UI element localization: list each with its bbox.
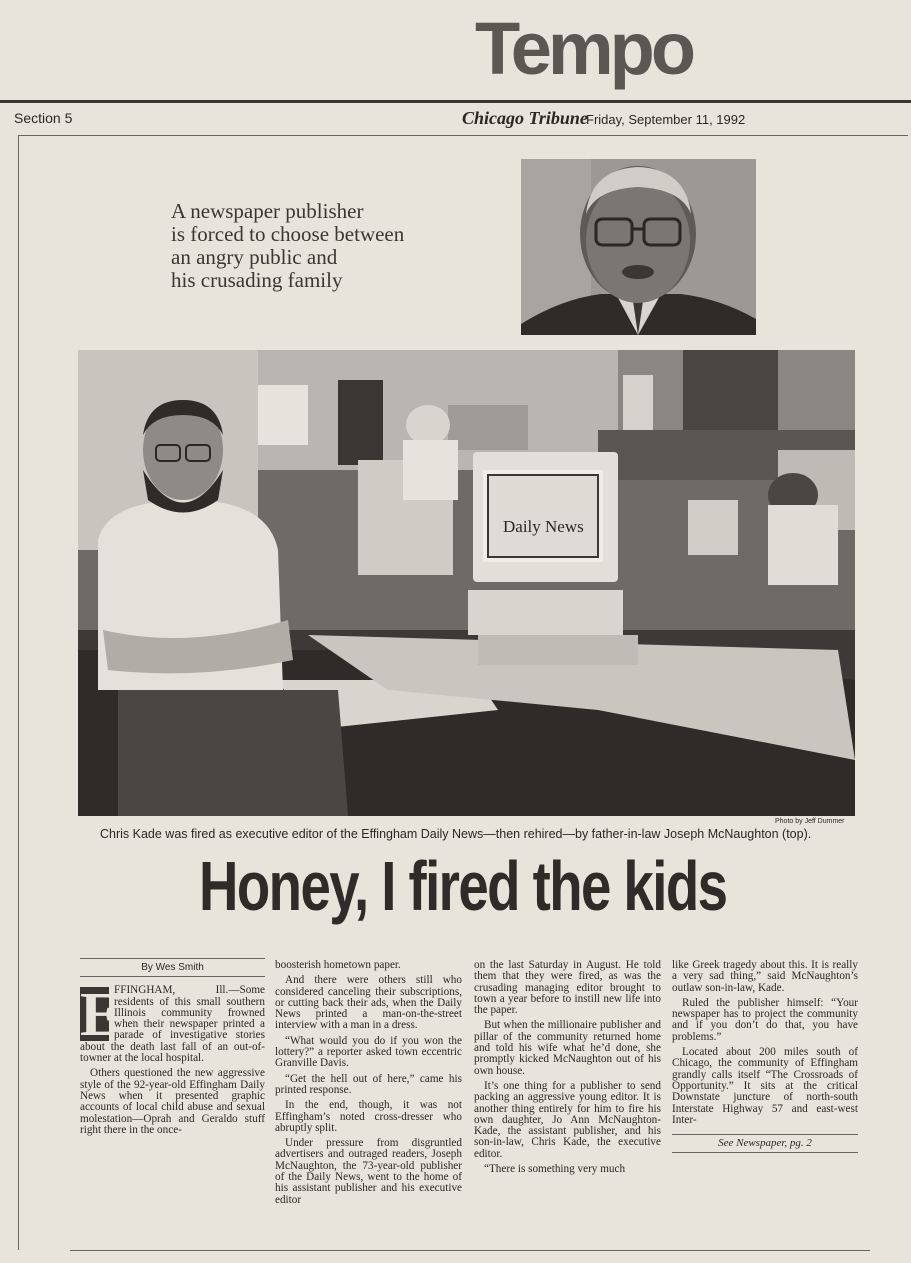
article-paragraph: And there were others still who considered canceling their subscriptions, or cutting back their ads, when the Daily News printed a man-on-the-street interview with a man in a dress. [275,974,462,1032]
bottom-rule [70,1250,870,1251]
deck-line: A newspaper publisher [171,199,364,223]
article-column-3 [474,960,661,1179]
headline: Honey, I fired the kids [199,847,727,925]
paper-date: Friday, September 11, 1992 [586,112,746,127]
masthead-rule [0,100,911,103]
article-paragraph: Located about 200 miles south of Chicago, the community of Effingham grandly calls itself “The Crossroads of Opportunity.” It sits at the critical Downstate juncture of north-south Interstate Highway 57 and east-west Inter- [672,1046,858,1126]
article-paragraph: like Greek tragedy about this. It is really a very sad thing,” said McNaughton’s outlaw son-in-law, Kade. [672,959,858,994]
deck-line: his crusading family [171,268,343,292]
article-paragraph: In the end, though, it was not Effingham’s noted cross-dresser who abruptly split. [275,1099,462,1134]
article-paragraph: Under pressure from disgruntled advertisers and outraged readers, Joseph McNaughton, the 73-year-old publisher of the Daily News, went to the home of his assistant publisher and his executive editor [275,1137,462,1206]
deck [171,200,501,292]
article-paragraph: Others questioned the new aggressive style of the 92-year-old Effingham Daily News when it presented graphic accounts of local child abuse and sexual molestation—Oprah and Geraldo stuff right there in the once- [80,1067,265,1136]
screen-text: Daily News [503,517,584,536]
article-column-4 [672,960,858,1153]
article-paragraph: “Get the hell out of here,” came his printed response. [275,1072,462,1096]
section-label: Section 5 [14,110,73,126]
portrait-illustration [521,159,756,335]
article-paragraph: “What would you do if you won the lottery?” a reporter asked town eccentric Granville Davis. [275,1034,462,1070]
byline: By Wes Smith [80,958,265,977]
continuation-link[interactable]: See Newspaper, pg. 2 [672,1134,858,1153]
deck-line: is forced to choose between [171,222,405,246]
article-column-2 [275,960,462,1210]
photo-caption: Chris Kade was fired as executive editor of the Effingham Daily News—then rehired—by father-in-law Joseph McNaughton (top). [100,827,812,841]
paper-name: Chicago Tribune [462,108,588,128]
masthead-title: Tempo [475,7,693,90]
article-paragraph: It’s one thing for a publisher to send packing an aggressive young editor. It is another thing entirely for him to fire his own daughter, Jo Ann McNaughton-Kade, the assistant publisher, and his son-in-law, Chris Kade, the executive editor. [474,1079,661,1160]
article-paragraph: on the last Saturday in August. He told them that they were fired, as was the crusading managing editor brought to town a year before to instill new life into the paper. [474,959,661,1017]
drop-cap: E [80,981,122,1050]
article-column-1 [80,958,265,1140]
article-paragraph: Ruled the publisher himself: “Your newspaper has to project the community and if you don’t do that, you have problems.” [672,996,858,1043]
article-paragraph: FFINGHAM, Ill.—Some residents of this small southern Illinois community frowned when their newspaper printed a parade of investigative stories about the death last fall of an out-of-towner at the local hospital. [80,984,265,1065]
article-paragraph: “There is something very much [484,1163,626,1176]
portrait-photo [521,159,756,335]
deck-line: an angry public and [171,245,338,269]
main-photo [78,350,855,816]
article-paragraph: But when the millionaire publisher and pillar of the community returned home and told his wife what he’d done, she promptly kicked McNaughton out of his own house. [474,1019,661,1077]
article-paragraph: boosterish hometown paper. [275,959,401,971]
newsroom-illustration [78,350,855,816]
photo-credit: Photo by Jeff Dummer [775,818,845,825]
